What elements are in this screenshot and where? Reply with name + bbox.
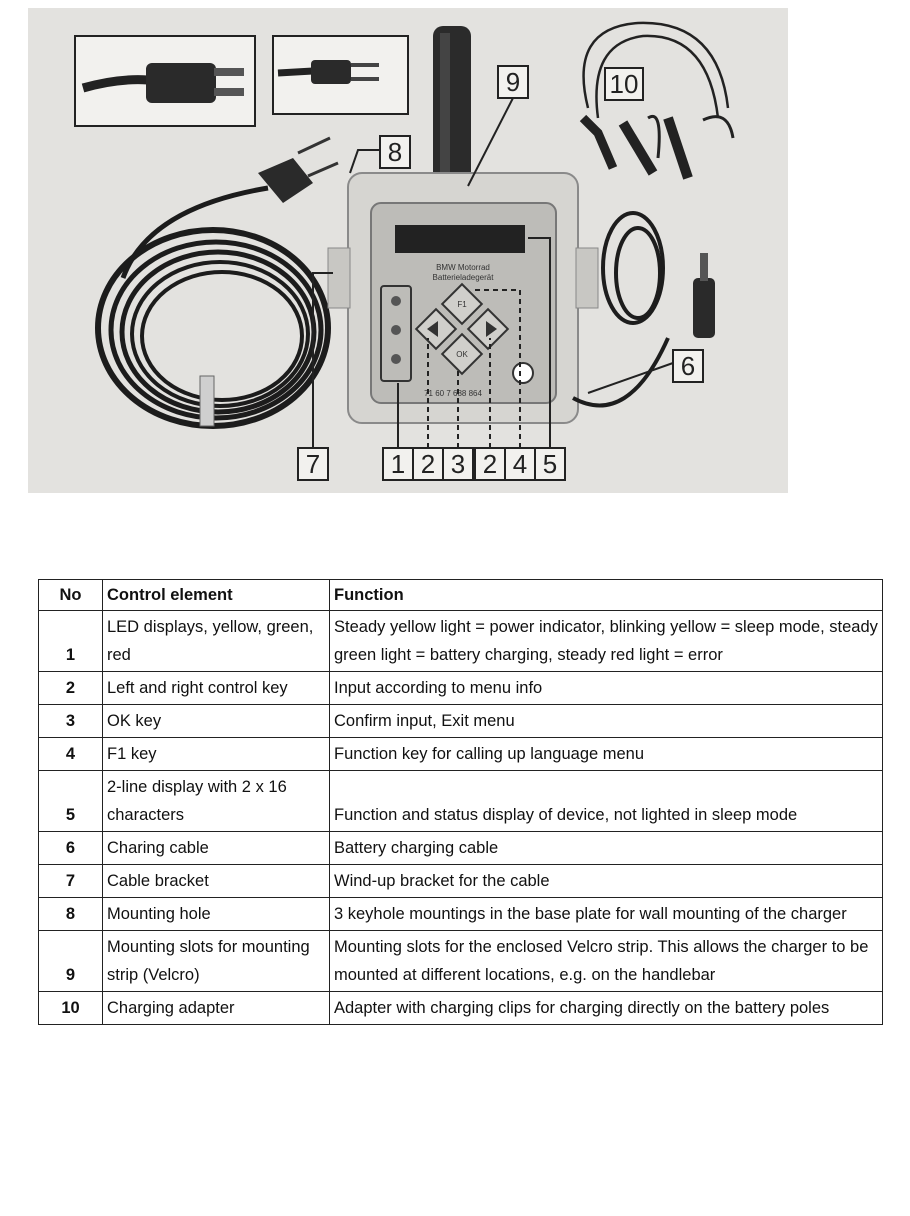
cell-control-element: Mounting slots for mounting strip (Velcro) [103, 931, 330, 992]
header-function: Function [330, 580, 883, 611]
bmw-logo-icon [513, 363, 533, 383]
device-brand: BMW Motorrad [436, 263, 490, 272]
charger-body [328, 173, 598, 423]
led-red-icon [391, 354, 401, 364]
euro-plug [258, 138, 338, 203]
svg-text:2: 2 [482, 449, 498, 479]
cell-control-element: Left and right control key [103, 672, 330, 705]
cell-control-element: Cable bracket [103, 865, 330, 898]
cell-control-element: F1 key [103, 738, 330, 771]
cell-control-element: OK key [103, 705, 330, 738]
callout-10 [605, 68, 643, 100]
cell-control-element: Charging adapter [103, 992, 330, 1025]
table-row [39, 898, 883, 931]
table-row [39, 611, 883, 672]
svg-text:8: 8 [387, 137, 403, 167]
callout-row-1-5 [383, 448, 565, 480]
cell-control-element: Charing cable [103, 832, 330, 865]
table-body [39, 611, 883, 1025]
cell-function: Adapter with charging clips for charging directly on the battery poles [330, 992, 883, 1025]
cell-function: Steady yellow light = power indicator, blinking yellow = sleep mode, steady green light = battery charging, steady red light = error [330, 611, 883, 672]
us-plug-inset [273, 36, 408, 114]
cell-function: Function key for calling up language menu [330, 738, 883, 771]
svg-text:10: 10 [609, 69, 639, 99]
lcd-display [395, 225, 525, 253]
svg-text:4: 4 [512, 449, 528, 479]
charger-figure [28, 8, 788, 493]
cell-function: Wind-up bracket for the cable [330, 865, 883, 898]
cell-no: 7 [39, 865, 103, 898]
cell-no: 8 [39, 898, 103, 931]
cell-function: Confirm input, Exit menu [330, 705, 883, 738]
svg-text:1: 1 [390, 449, 406, 479]
cell-no: 3 [39, 705, 103, 738]
svg-text:OK: OK [456, 350, 468, 359]
callout-9 [468, 66, 528, 186]
cell-function: Battery charging cable [330, 832, 883, 865]
svg-text:2: 2 [420, 449, 436, 479]
uk-plug-inset [75, 36, 255, 126]
table-row [39, 705, 883, 738]
device-subtitle: Batterieladegerät [432, 273, 494, 282]
cell-no: 4 [39, 738, 103, 771]
cell-function: Mounting slots for the enclosed Velcro strip. This allows the charger to be mounted at different locations, e.g. on the handlebar [330, 931, 883, 992]
cell-no: 10 [39, 992, 103, 1025]
led-yellow-icon [391, 296, 401, 306]
cell-no: 9 [39, 931, 103, 992]
coiled-cable [98, 188, 328, 426]
velcro-strap [433, 26, 471, 191]
table-row [39, 672, 883, 705]
cell-control-element: 2-line display with 2 x 16 characters [103, 771, 330, 832]
svg-text:5: 5 [542, 449, 558, 479]
cell-no: 5 [39, 771, 103, 832]
control-elements-table [38, 579, 883, 1025]
table-row [39, 738, 883, 771]
table-row [39, 771, 883, 832]
table-row [39, 865, 883, 898]
table-row [39, 931, 883, 992]
svg-text:9: 9 [505, 67, 521, 97]
callout-6 [588, 350, 703, 393]
svg-text:6: 6 [680, 351, 696, 381]
led-green-icon [391, 325, 401, 335]
table-header-row [39, 580, 883, 611]
part-number: 71 60 7 688 864 [424, 389, 482, 398]
cell-function: Input according to menu info [330, 672, 883, 705]
table-row [39, 832, 883, 865]
cell-function: Function and status display of device, not lighted in sleep mode [330, 771, 883, 832]
cell-no: 2 [39, 672, 103, 705]
cell-function: 3 keyhole mountings in the base plate for wall mounting of the charger [330, 898, 883, 931]
svg-text:3: 3 [450, 449, 466, 479]
cell-control-element: LED displays, yellow, green, red [103, 611, 330, 672]
cell-no: 1 [39, 611, 103, 672]
svg-text:7: 7 [305, 449, 321, 479]
cell-no: 6 [39, 832, 103, 865]
charger-illustration [28, 8, 788, 493]
header-no: No [39, 580, 103, 611]
cell-control-element: Mounting hole [103, 898, 330, 931]
callout-8 [350, 136, 410, 173]
table-row [39, 992, 883, 1025]
svg-text:F1: F1 [457, 300, 467, 309]
header-control-element: Control element [103, 580, 330, 611]
